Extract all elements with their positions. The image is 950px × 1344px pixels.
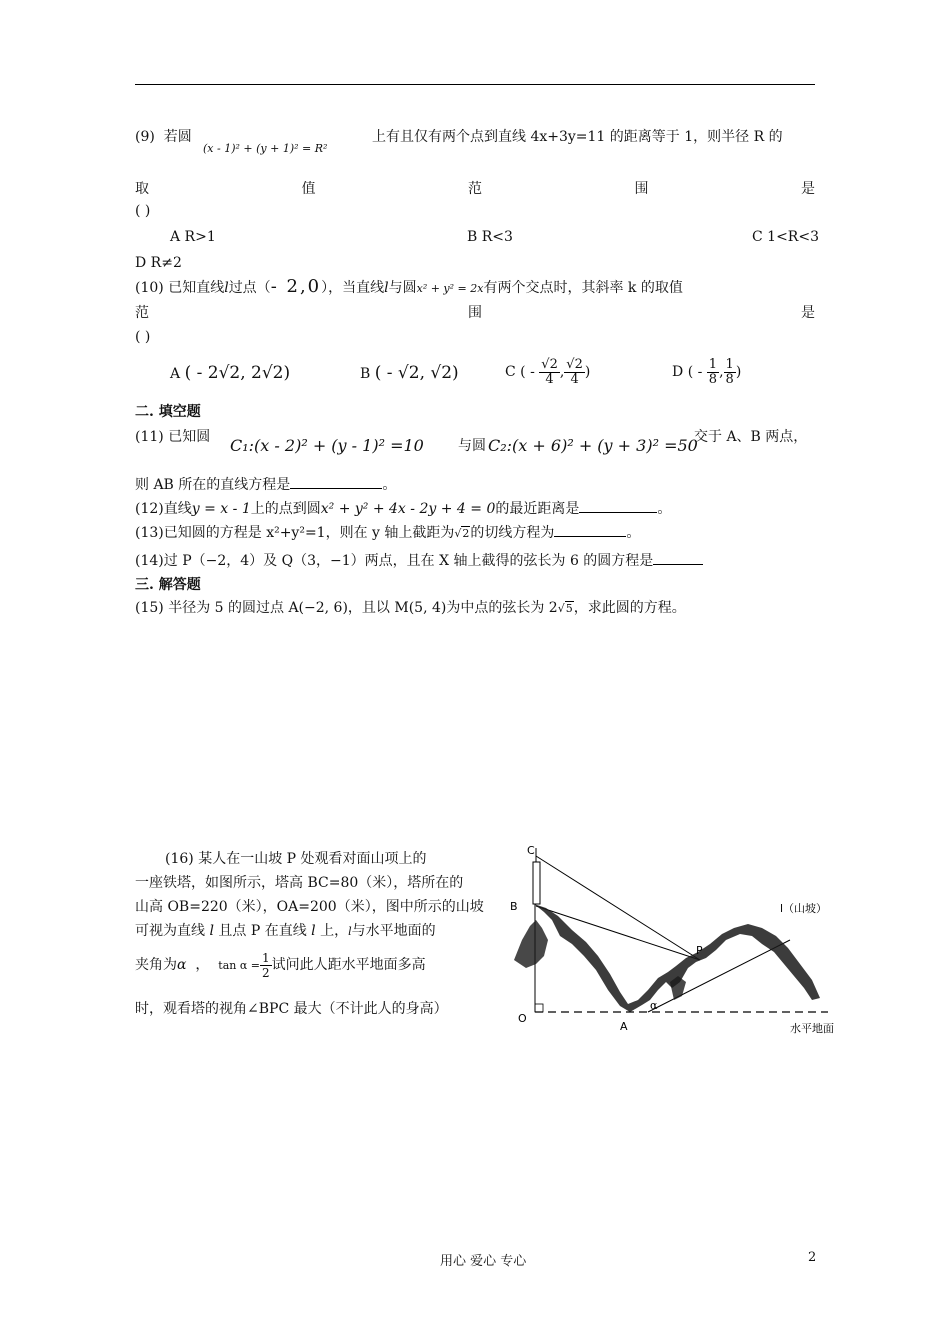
q16-line3: 山高 OB=220（米），OA=200（米），图中所示的山坡	[135, 899, 484, 915]
figure-label-a: A	[620, 1020, 628, 1033]
tower	[533, 862, 540, 904]
figure-label-c: C	[527, 844, 535, 857]
q10-option-d: D ( - $\frac{1}{8}$ , $\frac{1}{8}$ )	[672, 356, 742, 387]
mountain-tower-figure	[500, 840, 860, 1045]
figure-label-ground: 水平地面	[790, 1022, 834, 1035]
q11-line2: 则 AB 所在的直线方程是 。	[135, 477, 397, 493]
figure-label-b: B	[510, 900, 518, 913]
q10-answer-paren: ( )	[135, 329, 151, 345]
q9-spread-line: 取 值 范 围 是	[135, 181, 815, 197]
q9-option-d: D R≠2	[135, 255, 182, 271]
right-angle-mark	[535, 1004, 543, 1012]
header-rule	[135, 84, 815, 85]
q11-with: 与圆	[458, 438, 486, 454]
q11-circle2-equation: C₂:(x + 6)² + (y + 3)² =50	[488, 436, 698, 455]
figure-label-o: O	[518, 1012, 527, 1025]
hill-left	[514, 920, 548, 968]
q11-circle1-equation: C₁:(x - 2)² + (y - 1)² =10	[230, 436, 424, 455]
q10-option-b: B ( - √2, √2)	[360, 363, 459, 383]
q11-line1-end: 交于 A、B 两点，	[694, 429, 808, 445]
q9-line1: (9) 若圆	[135, 129, 192, 145]
q11-line1: (11) 已知圆	[135, 429, 211, 445]
q10-option-a: A ( - 2√2, 2√2)	[170, 363, 291, 383]
q16-line6: 时，观看塔的视角∠BPC 最大（不计此人的身高）	[135, 1001, 448, 1017]
q9-option-b: B R<3	[467, 229, 513, 245]
q16-line4: 可视为直线 l 且点 P 在直线 l 上，l与水平地面的	[135, 923, 436, 939]
q14-line: (14)过 P（−2，4）及 Q（3，−1）两点，且在 X 轴上截得的弦长为 6 的圆方程是	[135, 552, 703, 570]
q10-line1: (10) 已知直线l过点（- 2,0），当直线l与圆x² + y² = 2x有两个交点时，其斜率 k 的取值	[135, 276, 683, 297]
q9-line1-rest: 上有且仅有两个点到直线 4x+3y=11 的距离等于 1，则半径 R 的	[372, 129, 783, 145]
q9-option-a: A R>1	[170, 229, 216, 245]
figure-label-p: P	[696, 944, 703, 957]
q16-line5: 夹角为α ， tan α = $\frac{1}{2}$ 试问此人距水平地面多高	[135, 950, 426, 980]
figure-label-slope: l（山坡）	[780, 902, 828, 915]
sight-line-pc	[536, 856, 700, 960]
q16-line1: (16) 某人在一山坡 P 处观看对面山项上的	[165, 851, 427, 867]
q9-answer-paren: ( )	[135, 203, 151, 219]
q12-line: (12)直线y = x - 1上的点到圆x² + y² + 4x - 2y + 4 = 0的最近距离是 。	[135, 501, 672, 517]
figure-label-alpha: α	[650, 999, 658, 1012]
q16-line2: 一座铁塔，如图所示，塔高 BC=80（米），塔所在的	[135, 875, 464, 891]
page-number: 2	[808, 1250, 817, 1265]
section-solve-heading: 三. 解答题	[135, 577, 201, 593]
q10-spread-line: 范 围 是	[135, 305, 815, 321]
q9-circle-equation: (x - 1)² + (y + 1)² = R²	[203, 142, 328, 155]
q9-option-c: C 1<R<3	[752, 229, 819, 245]
section-fill-in-heading: 二. 填空题	[135, 404, 201, 420]
q13-line: (13)已知圆的方程是 x²+y²=1，则在 y 轴上截距为√2的切线方程为 。	[135, 525, 641, 541]
footer-center: 用心 爱心 专心	[440, 1254, 527, 1269]
q15-line: (15) 半径为 5 的圆过点 A(−2, 6)，且以 M(5, 4)为中点的弦长为 2√5，求此圆的方程。	[135, 600, 686, 616]
q10-option-c: C ( - $\frac{√2}{4}$ , $\frac{√2}{4}$ )	[505, 356, 591, 387]
